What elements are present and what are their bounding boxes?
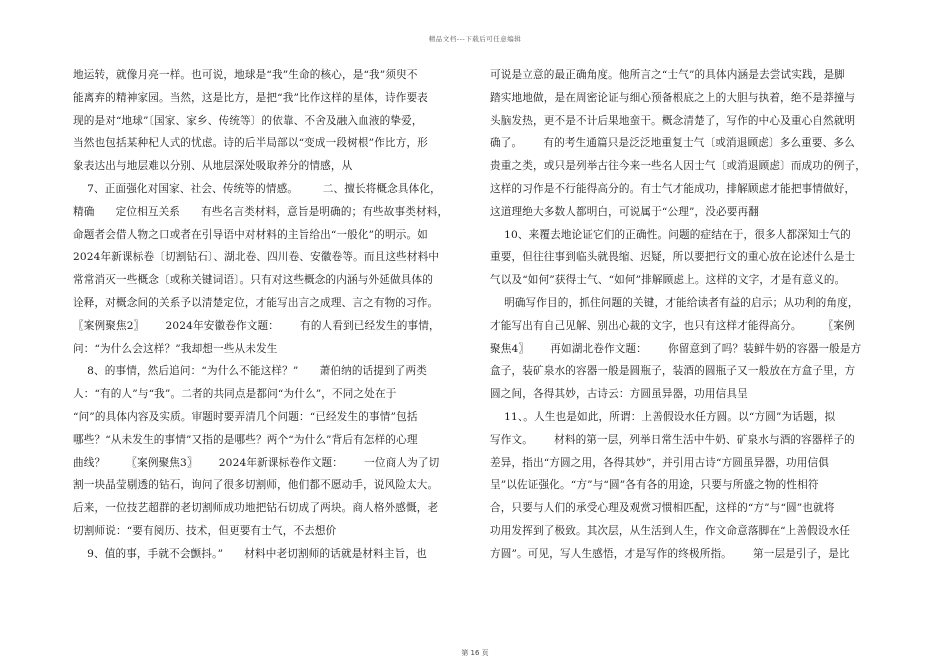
text-line: 功用发挥到了极致。其次层，从生活到人生，作文命意落脚在“上善假设水任 xyxy=(490,524,851,537)
text-line: 象表达出与地层难以分别、从地层深处吸取养分的情感，从 xyxy=(73,160,353,173)
page-number: 第 16 页 xyxy=(461,649,489,657)
text-line: 2024年新课标卷〔切割钻石〕、湖北卷、四川卷、安徽卷等。而且这些材料中 xyxy=(73,251,440,264)
text-line: 曲线？ 〖案例聚焦3〗 2024年新课标卷作文题： 一位商人为了切 xyxy=(73,456,440,469)
text-line: 诠释，对概念间的关系予以清楚定位，才能写出言之成理、言之有物的习作。 xyxy=(73,296,439,309)
right-text-column xyxy=(490,64,885,566)
text-line: 差异，指出“方圆之用，各得其妙”，并引用古诗“方圆虽异器，功用信俱 xyxy=(490,456,830,469)
text-line: 聚焦4〗 再如湖北卷作文题： 你留意到了吗？装鲜牛奶的容器一般是方 xyxy=(490,342,862,355)
text-line: 气以及“如何”获得士气、“如何”排解顾虑上。这样的文字，才是有意义的。 xyxy=(490,274,846,287)
text-line: 〖案例聚焦2〗 2024年安徽卷作文题： 有的人看到已经发生的事情， xyxy=(73,319,440,332)
text-line: 10、来覆去地论证它们的正确性。问题的症结在于，很多人都深知士气的 xyxy=(490,228,851,241)
text-line: 写作文。 材料的第一层，列举日常生活中牛奶、矿泉水与酒的容器样子的 xyxy=(490,433,855,446)
text-line: 重要，但往往事到临头就畏缩、迟疑，所以要把行文的重心放在论述什么是士 xyxy=(490,251,856,264)
text-line: 8、的事情，然后追问：“为什么不能这样？” 萧伯纳的话提到了两类 xyxy=(73,365,428,378)
text-line: 当然也包括某种杞人式的忧虑。诗的后半局部以“变成一段树根”作比方，形 xyxy=(73,137,428,150)
text-line: 问：“为什么会这样？”我却想一些从未发生 xyxy=(73,342,278,355)
text-line: 11、。人生也是如此，所谓：上善假设水任方圆。以“方圆”为话题，拟 xyxy=(490,410,836,423)
page-header: 精品文档---下载后可任意编辑 xyxy=(428,35,522,43)
text-line: 贵重之类，或只是列举古往今来一些名人因士气〔或消退顾虑〕而成功的例子， xyxy=(490,160,867,173)
text-line: 能离弃的精神家园。当然，这是比方，是把“我”比作这样的星体，诗作要表 xyxy=(73,91,428,104)
text-line: 这道理绝大多数人都明白，可说属于“公理”，没必要再翻 xyxy=(490,205,759,218)
left-text-column xyxy=(73,64,468,566)
text-line: 头脑发热，更不是不计后果地蛮干。概念清楚了，写作的中心及重心自然就明 xyxy=(490,114,856,127)
text-line: 才能写出有自己见解、别出心裁的文字，也只有这样才能得高分。 〖案例 xyxy=(490,319,855,332)
text-line: 方圆”。可见，写人生感悟，才是写作的终极所指。 第一层是引子，是比 xyxy=(490,547,850,560)
text-line: 割一块晶莹剔透的钻石，询问了很多切割师，他们都不愿动手，说风险太大。 xyxy=(73,479,439,492)
text-line: 9、值的事，手就不会颤抖。” 材料中老切割师的话就是材料主旨，也 xyxy=(73,547,427,560)
text-line: 确了。 有的考生通篇只是泛泛地重复士气〔或消退顾虑〕多么重要、多么 xyxy=(490,137,855,150)
text-line: 哪些？“从未发生的事情”又指的是哪些？两个“为什么”背后有怎样的心理 xyxy=(73,433,418,446)
text-line: 呈”以佐证强化。“方”与“圆”各有各的用途，只要与所盛之物的性相符 xyxy=(490,479,819,492)
text-line: 合，只要与人们的承受心理及观赏习惯相匹配，这样的“方”与“圆”也就将 xyxy=(490,502,835,515)
text-line: 人：“有的人”与“我”。二者的共同点是都问“为什么”，不同之处在于 xyxy=(73,388,397,401)
text-line: 圆之间，各得其妙，古诗云：方圆虽异器，功用信具呈 xyxy=(490,388,748,401)
text-line: 地运转，就像月亮一样。也可说，地球是“我”生命的核心，是“我”须臾不 xyxy=(73,69,418,81)
text-line: 踏实地地做，是在周密论证与细心预备根底之上的大胆与执着，绝不是莽撞与 xyxy=(490,91,856,104)
text-line: 命题者会借人物之口或者在引导语中对材料的主旨给出“一般化”的明示。如 xyxy=(73,228,428,241)
text-line: 盒子，装矿泉水的容器一般是圆瓶子，装酒的圆瓶子又一般放在方盒子里，方 xyxy=(490,365,856,378)
text-line: “问”的具体内容及实质。审题时要弄清几个问题：“已经发生的事情”包括 xyxy=(73,410,418,423)
text-line: 现的是对“地球”〔国家、家乡、传统等〕的依靠、不舍及融入血液的挚爱， xyxy=(73,114,423,127)
text-line: 常常消灭一些概念〔或称关键词语〕。只有对这些概念的内涵与外延做具体的 xyxy=(73,274,433,287)
text-line: 精确 定位相互关系 有些名言类材料，意旨是明确的；有些故事类材料， xyxy=(73,205,449,218)
text-line: 后来，一位技艺超群的老切割师成功地把钻石切成了两块。商人格外感慨，老 xyxy=(73,502,439,515)
text-line: 可说是立意的最正确角度。他所言之“士气”的具体内涵是去尝试实践，是脚 xyxy=(490,69,845,81)
text-line: 这样的习作是不行能得高分的。有士气才能成功，排解顾虑才能把事情做好， xyxy=(490,182,856,195)
text-line: 7、正面强化对国家、社会、传统等的情感。 二、擅长将概念具体化， xyxy=(73,182,441,195)
text-line: 明确写作目的，抓住问题的关键，才能给读者有益的启示；从功利的角度， xyxy=(490,296,859,309)
text-line: 切割师说：“要有阅历、技术，但更要有士气，不去想价 xyxy=(73,524,337,537)
